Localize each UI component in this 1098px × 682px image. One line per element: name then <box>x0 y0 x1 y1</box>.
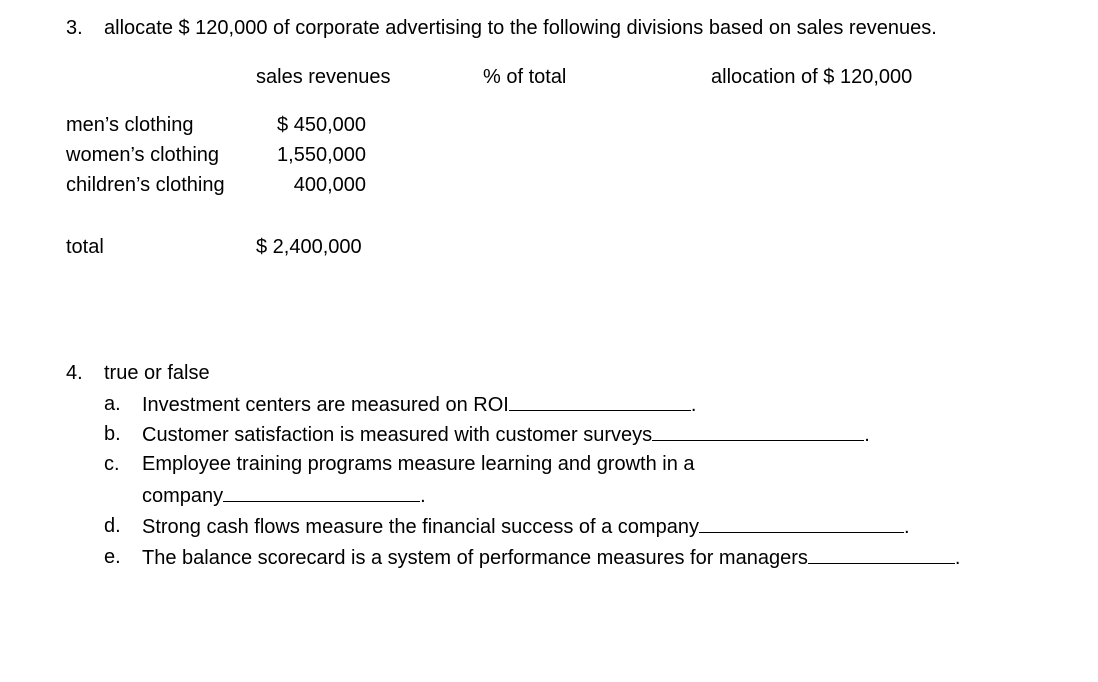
item-c-line2 <box>142 483 426 508</box>
item-c-period: . <box>420 485 426 507</box>
header-sales-revenues: sales revenues <box>256 66 391 88</box>
answer-blank-c[interactable] <box>223 483 420 502</box>
q3-number: 3. <box>66 17 83 39</box>
item-d <box>142 514 910 539</box>
item-letter-b: b. <box>104 423 121 445</box>
q4-number: 4. <box>66 362 83 384</box>
row-value-childrens-clothing: 400,000 <box>293 174 366 196</box>
row-value-mens-clothing: $ 450,000 <box>277 114 366 136</box>
header-allocation: allocation of $ 120,000 <box>711 66 913 88</box>
row-label-mens-clothing: men’s clothing <box>66 114 194 136</box>
item-letter-c: c. <box>104 453 120 475</box>
row-label-womens-clothing: women’s clothing <box>66 144 220 166</box>
q4-prompt: true or false <box>104 362 210 384</box>
item-c-text-line1: Employee training programs measure learning and growth in a <box>142 453 695 475</box>
item-e <box>142 545 960 570</box>
answer-blank-e[interactable] <box>808 545 955 564</box>
row-value-womens-clothing: 1,550,000 <box>277 144 366 166</box>
answer-blank-d[interactable] <box>699 514 904 533</box>
item-b-text: Customer satisfaction is measured with customer surveys <box>142 424 653 446</box>
row-label-childrens-clothing: children’s clothing <box>66 174 225 196</box>
item-d-period: . <box>903 516 910 538</box>
answer-blank-a[interactable] <box>509 392 691 411</box>
item-b-period: . <box>864 424 870 446</box>
total-value: $ 2,400,000 <box>256 236 362 258</box>
item-letter-a: a. <box>104 393 121 415</box>
item-letter-d: d. <box>104 515 121 537</box>
item-a-period: . <box>690 394 697 416</box>
item-b <box>142 422 870 447</box>
item-c-text-line2: company <box>142 485 224 507</box>
item-a-text: Investment centers are measured on ROI <box>142 394 509 416</box>
total-label: total <box>66 236 104 258</box>
item-a <box>142 392 696 417</box>
item-e-period: . <box>954 547 961 569</box>
item-letter-e: e. <box>104 546 121 568</box>
header-percent-of-total: % of total <box>483 66 567 88</box>
item-d-text: Strong cash flows measure the financial success of a company <box>142 516 699 538</box>
answer-blank-b[interactable] <box>652 422 864 441</box>
q3-prompt: allocate $ 120,000 of corporate advertising to the following divisions based on sales revenues. <box>104 17 937 39</box>
item-e-text: The balance scorecard is a system of performance measures for managers <box>142 547 808 569</box>
